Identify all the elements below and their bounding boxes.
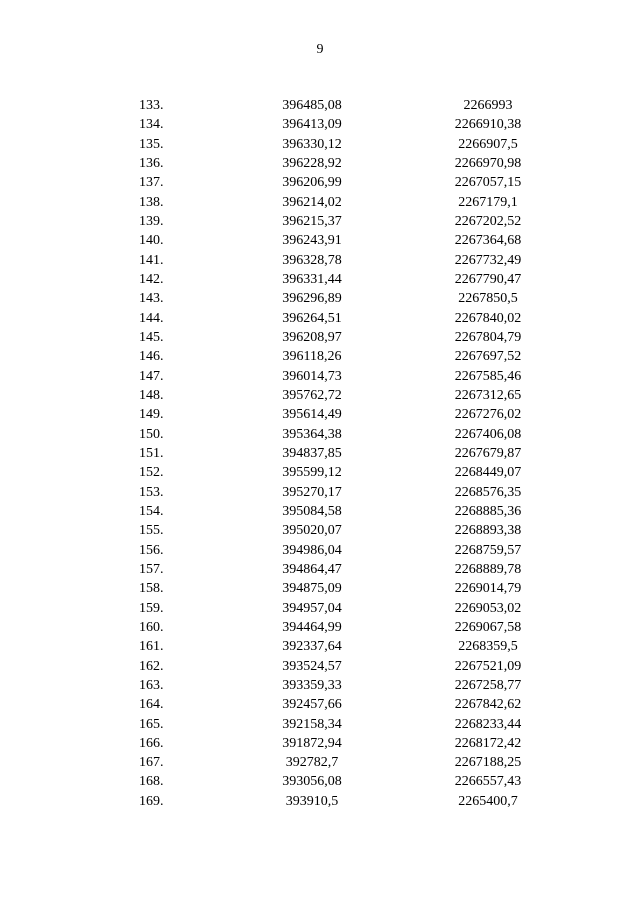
y-coordinate: 2267585,46 (454, 368, 522, 384)
point-number: 153. (139, 484, 164, 500)
point-number: 163. (139, 677, 164, 693)
y-coordinate: 2267258,77 (454, 677, 522, 693)
table-row (0, 425, 640, 444)
table-row (0, 579, 640, 598)
y-coordinate: 2266993 (463, 98, 513, 113)
y-coordinate: 2268359,5 (458, 639, 518, 655)
y-coordinate: 2267202,52 (454, 213, 522, 229)
table-row (0, 676, 640, 695)
x-coordinate: 393524,57 (282, 658, 342, 674)
y-coordinate: 2267188,25 (454, 755, 522, 771)
table-row (0, 772, 640, 791)
y-coordinate: 2266910,38 (454, 117, 522, 133)
y-coordinate: 2268172,42 (454, 735, 522, 751)
y-coordinate: 2268449,07 (454, 465, 522, 481)
point-number: 142. (139, 271, 164, 287)
x-coordinate: 392337,64 (282, 639, 342, 655)
y-coordinate: 2267790,47 (454, 271, 522, 287)
y-coordinate: 2267804,79 (454, 329, 522, 345)
point-number: 148. (139, 387, 164, 403)
table-row (0, 96, 640, 115)
x-coordinate: 396296,89 (282, 291, 342, 307)
x-coordinate: 393910,5 (285, 793, 339, 809)
y-coordinate: 2267840,02 (454, 310, 522, 326)
x-coordinate: 395364,38 (282, 426, 342, 442)
table-row (0, 212, 640, 231)
point-number: 158. (139, 581, 164, 597)
table-row (0, 463, 640, 482)
x-coordinate: 391872,94 (282, 735, 342, 751)
x-coordinate: 396215,37 (282, 213, 342, 229)
point-number: 147. (139, 368, 164, 384)
point-number: 150. (139, 426, 164, 442)
y-coordinate: 2267364,68 (454, 233, 522, 249)
x-coordinate: 395762,72 (282, 387, 342, 403)
y-coordinate: 2267406,08 (454, 426, 522, 442)
y-coordinate: 2269067,58 (454, 619, 522, 635)
y-coordinate: 2268233,44 (454, 716, 522, 732)
point-number: 149. (139, 407, 164, 423)
page-number: 9 (316, 42, 324, 57)
point-number: 165. (139, 716, 164, 732)
table-row (0, 328, 640, 347)
point-number: 136. (139, 155, 164, 171)
table-row (0, 289, 640, 308)
y-coordinate: 2266557,43 (454, 774, 522, 790)
x-coordinate: 396208,97 (282, 329, 342, 345)
x-coordinate: 394464,99 (282, 619, 342, 635)
table-row (0, 734, 640, 753)
coordinates-table (0, 96, 640, 811)
y-coordinate: 2266907,5 (458, 136, 518, 152)
table-row (0, 502, 640, 521)
y-coordinate: 2267179,1 (458, 194, 518, 210)
table-row (0, 541, 640, 560)
table-row (0, 154, 640, 173)
x-coordinate: 396485,08 (282, 98, 342, 113)
y-coordinate: 2267276,02 (454, 407, 522, 423)
point-number: 164. (139, 697, 164, 713)
table-row (0, 792, 640, 811)
x-coordinate: 395020,07 (282, 523, 342, 539)
table-row (0, 309, 640, 328)
point-number: 152. (139, 465, 164, 481)
y-coordinate: 2267679,87 (454, 445, 522, 461)
table-row (0, 618, 640, 637)
x-coordinate: 396243,91 (282, 233, 342, 249)
x-coordinate: 394837,85 (282, 445, 342, 461)
point-number: 133. (139, 98, 164, 113)
point-number: 145. (139, 329, 164, 345)
table-row (0, 695, 640, 714)
x-coordinate: 396331,44 (282, 271, 342, 287)
table-row (0, 657, 640, 676)
y-coordinate: 2268759,57 (454, 542, 522, 558)
table-row (0, 231, 640, 250)
point-number: 140. (139, 233, 164, 249)
point-number: 167. (139, 755, 164, 771)
x-coordinate: 396330,12 (282, 136, 342, 152)
y-coordinate: 2267697,52 (454, 349, 522, 365)
y-coordinate: 2268576,35 (454, 484, 522, 500)
table-row (0, 444, 640, 463)
point-number: 137. (139, 175, 164, 191)
point-number: 144. (139, 310, 164, 326)
point-number: 138. (139, 194, 164, 210)
table-row (0, 637, 640, 656)
x-coordinate: 396014,73 (282, 368, 342, 384)
table-row (0, 599, 640, 618)
table-row (0, 405, 640, 424)
table-row (0, 715, 640, 734)
y-coordinate: 2267057,15 (454, 175, 522, 191)
y-coordinate: 2266970,98 (454, 155, 522, 171)
point-number: 168. (139, 774, 164, 790)
y-coordinate: 2265400,7 (458, 793, 518, 809)
y-coordinate: 2268885,36 (454, 503, 522, 519)
y-coordinate: 2267312,65 (454, 387, 522, 403)
table-row (0, 347, 640, 366)
point-number: 157. (139, 561, 164, 577)
x-coordinate: 393359,33 (282, 677, 342, 693)
point-number: 161. (139, 639, 164, 655)
point-number: 143. (139, 291, 164, 307)
x-coordinate: 396264,51 (282, 310, 342, 326)
point-number: 154. (139, 503, 164, 519)
y-coordinate: 2268889,78 (454, 561, 522, 577)
table-row (0, 135, 640, 154)
table-row (0, 560, 640, 579)
x-coordinate: 395599,12 (282, 465, 342, 481)
x-coordinate: 395270,17 (282, 484, 342, 500)
x-coordinate: 396118,26 (282, 349, 342, 365)
x-coordinate: 396206,99 (282, 175, 342, 191)
x-coordinate: 392457,66 (282, 697, 342, 713)
x-coordinate: 392158,34 (282, 716, 342, 732)
x-coordinate: 394986,04 (282, 542, 342, 558)
point-number: 141. (139, 252, 164, 268)
x-coordinate: 396214,02 (282, 194, 342, 210)
table-row (0, 270, 640, 289)
x-coordinate: 396328,78 (282, 252, 342, 268)
y-coordinate: 2268893,38 (454, 523, 522, 539)
point-number: 166. (139, 735, 164, 751)
y-coordinate: 2269014,79 (454, 581, 522, 597)
x-coordinate: 396413,09 (282, 117, 342, 133)
x-coordinate: 392782,7 (285, 755, 339, 771)
point-number: 146. (139, 349, 164, 365)
y-coordinate: 2267521,09 (454, 658, 522, 674)
point-number: 159. (139, 600, 164, 616)
point-number: 160. (139, 619, 164, 635)
x-coordinate: 394957,04 (282, 600, 342, 616)
point-number: 134. (139, 117, 164, 133)
point-number: 169. (139, 793, 164, 809)
point-number: 155. (139, 523, 164, 539)
table-row (0, 753, 640, 772)
point-number: 151. (139, 445, 164, 461)
x-coordinate: 396228,92 (282, 155, 342, 171)
table-row (0, 193, 640, 212)
table-row (0, 367, 640, 386)
x-coordinate: 395614,49 (282, 407, 342, 423)
table-row (0, 521, 640, 540)
y-coordinate: 2267842,62 (454, 697, 522, 713)
x-coordinate: 394875,09 (282, 581, 342, 597)
point-number: 162. (139, 658, 164, 674)
table-row (0, 483, 640, 502)
table-row (0, 386, 640, 405)
x-coordinate: 394864,47 (282, 561, 342, 577)
table-row (0, 115, 640, 134)
point-number: 139. (139, 213, 164, 229)
table-row (0, 251, 640, 270)
point-number: 135. (139, 136, 164, 152)
y-coordinate: 2269053,02 (454, 600, 522, 616)
x-coordinate: 393056,08 (282, 774, 342, 790)
point-number: 156. (139, 542, 164, 558)
table-row (0, 173, 640, 192)
y-coordinate: 2267732,49 (454, 252, 522, 268)
y-coordinate: 2267850,5 (458, 291, 518, 307)
x-coordinate: 395084,58 (282, 503, 342, 519)
